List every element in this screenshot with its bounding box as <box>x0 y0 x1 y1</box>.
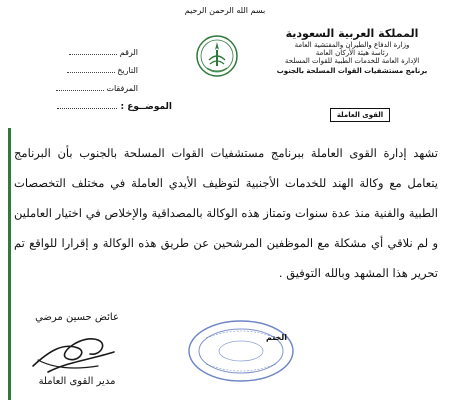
reference-dots <box>69 54 117 55</box>
handwritten-signature-icon <box>28 322 118 378</box>
subject-dots <box>57 108 117 109</box>
department-box: القوى العاملة <box>330 108 390 122</box>
date-field <box>68 66 138 75</box>
kingdom-name: المملكة العربية السعودية <box>285 27 419 40</box>
margin-line <box>8 128 11 400</box>
presidency-name: رئاسة هيئة الأركان العامة <box>315 48 389 57</box>
subject-label: الموضــوع : <box>120 102 172 112</box>
attachments-label: المرفقات <box>106 84 138 93</box>
stamp-label: الختم <box>266 333 288 342</box>
program-name: برنامج مستشفيات القوات المسلحة بالجنوب <box>276 66 428 75</box>
signer-name: عائض حسين مرضي <box>35 312 119 323</box>
emblem-icon <box>195 34 239 78</box>
attachments-dots <box>56 90 104 91</box>
signer-title: مدير القوى العاملة <box>38 376 116 387</box>
reference-field <box>68 48 138 57</box>
ministry-name: وزارة الدفاع والطيران والمفتشية العامة <box>294 40 410 49</box>
letter-paragraph: تشهد إدارة القوى العاملة ببرنامج مستشفيات القوات المسلحة بالجنوب بأن البرنامج يتعامل مع وكالة الهند للخدمات الأجنبية لتوظيف الأيدي العاملة في مختلف التخصصات الطبية والفنية منذ عدة سنوات وتمتاز هذه الوكالة بالمصداقية والإخلاص في اختيار العاملين و لم نلاقي أي مشكلة مع الموظفين المرشحين عن طريق هذه الوكالة و إقرارا للواقع تم تحرير هذا المشهد وبالله التوفيق . <box>14 146 438 280</box>
date-label: التاريخ <box>117 66 138 75</box>
subject-line <box>60 102 172 112</box>
date-dots <box>67 72 115 73</box>
reference-label: الرقم <box>119 48 138 57</box>
letter-body <box>14 138 438 288</box>
official-stamp-icon <box>186 318 296 384</box>
attachments-field <box>68 84 138 93</box>
letterhead <box>262 28 442 75</box>
administration-name: الإدارة العامة للخدمات الطبية للقوات المسلحة <box>284 56 420 65</box>
basmala: بسم الله الرحمن الرحيم <box>184 6 266 15</box>
